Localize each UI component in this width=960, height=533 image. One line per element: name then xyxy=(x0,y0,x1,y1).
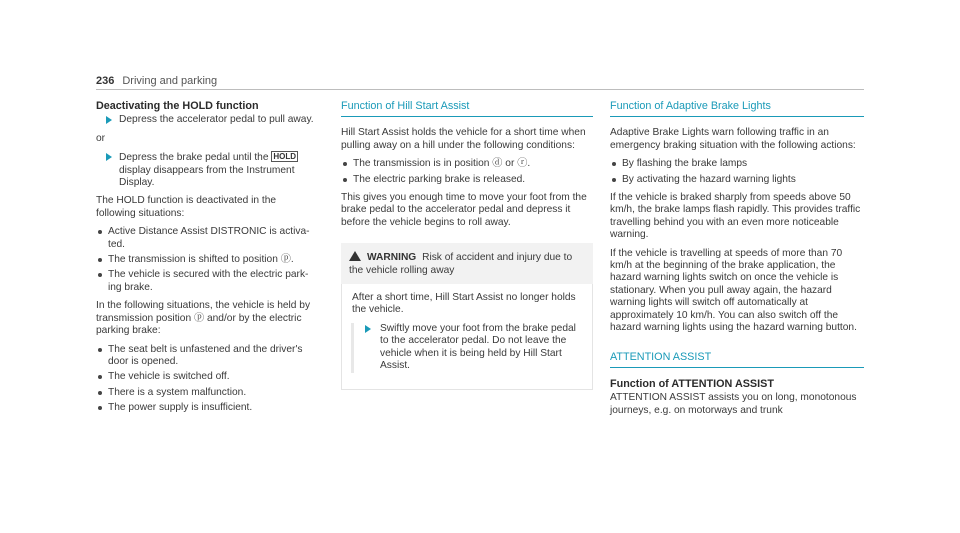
warning-triangle-icon xyxy=(349,251,361,261)
bullet-icon xyxy=(98,348,102,352)
brake-lights-paragraph-3: If the vehicle is travelling at speeds of more than 70 km/h at the beginning of the brake application, the hazard warning lights switch on once the vehicle is stationary. When you pull away again, the hazard warning lights will switch off automatically at approximately 10 km/h. You can also switch off the hazard warning lights using the hazard warning button. xyxy=(610,247,857,334)
attention-assist-subtitle: Function of ATTENTION ASSIST xyxy=(610,377,774,390)
hold-symbol-icon: HOLD xyxy=(273,152,297,162)
section-name: Driving and parking xyxy=(122,75,218,87)
list-item xyxy=(96,226,314,251)
list-item xyxy=(96,371,314,383)
arrow-icon xyxy=(106,153,112,161)
list-text: The power supply is insufficient. xyxy=(108,402,253,414)
warning-box xyxy=(341,243,593,389)
list-text: By activating the hazard warning lights xyxy=(622,173,796,185)
list-item xyxy=(610,174,864,186)
step-text: Swiftly move your foot from the brake pedal to the accelerator pedal. Do not leave the vehicle when it is being held by Hill Start Assist. xyxy=(380,322,576,372)
brake-lights-title: Function of Adaptive Brake Lights xyxy=(610,100,864,117)
step-item xyxy=(96,114,314,126)
brake-lights-paragraph: Adaptive Brake Lights warn following traffic in an emergency braking situation with the following actions: xyxy=(610,127,856,151)
hold-list xyxy=(96,226,314,294)
step-text: display disappears from the Instrument Display. xyxy=(119,164,295,189)
or-text: or xyxy=(96,132,106,144)
header-divider xyxy=(96,89,864,90)
column-hold-function xyxy=(96,100,314,421)
list-text: The transmission is shifted to position ⓟ. xyxy=(108,254,294,266)
brake-lights-paragraph-2: If the vehicle is braked sharply from speeds above 50 km/h, the brake lamps flash rapidly. This provides traffic travelling behind you with an even more noticeable warning. xyxy=(610,192,861,241)
step-item xyxy=(351,323,582,373)
bullet-icon xyxy=(612,178,616,182)
bullet-icon xyxy=(343,178,347,182)
list-text: There is a system malfunction. xyxy=(108,386,247,398)
bullet-icon xyxy=(343,162,347,166)
bullet-icon xyxy=(98,273,102,277)
warning-label: WARNING xyxy=(367,252,417,264)
list-text: The vehicle is secured with the electric parking brake. xyxy=(108,269,309,293)
list-item xyxy=(610,158,864,170)
list-item xyxy=(341,174,593,186)
held-paragraph: In the following situations, the vehicle is held by transmission position ⓟ and/or by the electric parking brake: xyxy=(96,300,311,337)
held-list xyxy=(96,344,314,415)
attention-assist-paragraph: ATTENTION ASSIST assists you on long, monotonous journeys, e.g. on motorways and trunk xyxy=(610,392,857,416)
column-hill-start xyxy=(341,100,593,390)
attention-assist-title: ATTENTION ASSIST xyxy=(610,351,864,368)
hill-start-paragraph-2: This gives you enough time to move your foot from the brake pedal to the accelerator pedal and depress it before the vehicle begins to roll away. xyxy=(341,192,587,228)
bullet-icon xyxy=(98,375,102,379)
list-text: The vehicle is switched off. xyxy=(108,371,230,383)
page-number: 236 xyxy=(96,75,115,87)
arrow-icon xyxy=(106,116,112,124)
list-item xyxy=(96,254,314,266)
step-text: Depress the brake pedal until the xyxy=(119,152,269,164)
list-item xyxy=(96,269,314,294)
column-brake-lights xyxy=(610,100,864,423)
warning-title: Risk of accident and injury due to the vehicle rolling away xyxy=(349,252,573,276)
list-item xyxy=(341,158,593,170)
hill-start-title: Function of Hill Start Assist xyxy=(341,100,593,117)
list-item xyxy=(96,402,314,414)
warning-header xyxy=(341,243,593,284)
hill-start-paragraph: Hill Start Assist holds the vehicle for a short time when pulling away on a hill under the following conditions: xyxy=(341,127,586,151)
hold-paragraph: The HOLD function is deactivated in the following situations: xyxy=(96,195,277,219)
page-header xyxy=(96,75,217,87)
arrow-icon xyxy=(365,325,371,333)
warning-body xyxy=(341,284,593,389)
brake-lights-list xyxy=(610,158,864,186)
step-text: Depress the accelerator pedal to pull away. xyxy=(119,114,314,126)
hill-start-list xyxy=(341,158,593,186)
list-text: By flashing the brake lamps xyxy=(622,158,748,170)
list-text: The electric parking brake is released. xyxy=(353,173,526,185)
list-item xyxy=(96,387,314,399)
bullet-icon xyxy=(98,230,102,234)
warning-text: After a short time, Hill Start Assist no longer holds the vehicle. xyxy=(352,292,576,316)
bullet-icon xyxy=(612,162,616,166)
list-text: The transmission is in position ⓓ or ⓡ. xyxy=(353,158,531,170)
bullet-icon xyxy=(98,391,102,395)
list-text: Active Distance Assist DISTRONIC is activated. xyxy=(108,226,310,250)
bullet-icon xyxy=(98,258,102,262)
list-text: The seat belt is unfastened and the driver's door is opened. xyxy=(108,343,303,367)
list-item xyxy=(96,344,314,369)
bullet-icon xyxy=(98,406,102,410)
step-item xyxy=(96,151,314,189)
hold-title: Deactivating the HOLD function xyxy=(96,100,259,112)
